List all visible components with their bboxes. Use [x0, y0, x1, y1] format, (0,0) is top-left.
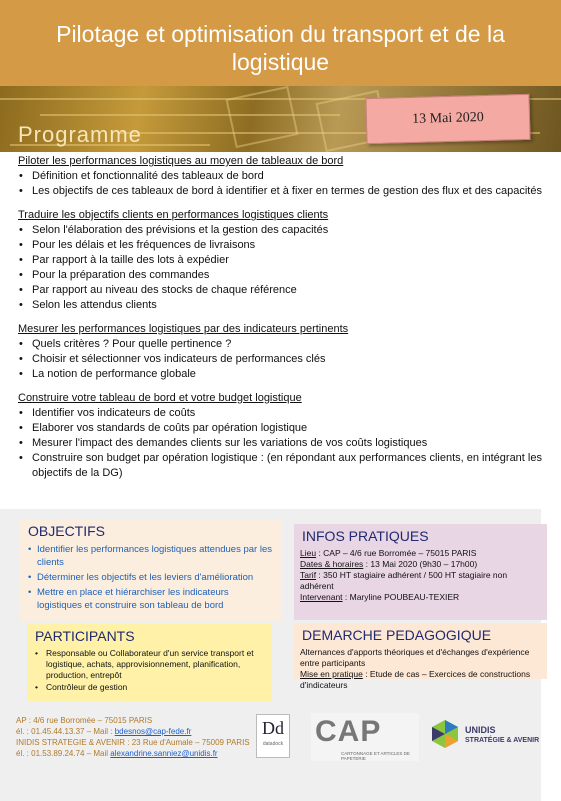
- title-banner: [0, 0, 561, 86]
- contact-unidis-address: INIDIS STRATEGIE & AVENIR : 23 Rue d'Aumale – 75009 PARIS: [16, 738, 250, 747]
- list-item: • Par rapport au niveau des stocks de chaque référence: [18, 283, 548, 298]
- participants-title: PARTICIPANTS: [35, 628, 135, 644]
- programme-section: [18, 391, 548, 481]
- list-item: • Mesurer l'impact des demandes clients sur les variations de vos coûts logistiques: [18, 436, 548, 451]
- unidis-logo: [425, 715, 547, 761]
- intervenant-value: : Maryline POUBEAU-TEXIER: [342, 592, 460, 602]
- lieu-row: [300, 548, 541, 559]
- objectif-item: • Identifier les performances logistiques attendues par les clients: [28, 543, 276, 569]
- programme-label: Programme: [18, 122, 142, 147]
- intervenant-row: [300, 592, 541, 603]
- tarif-row: [300, 570, 541, 592]
- list-item: • La notion de performance globale: [18, 367, 548, 382]
- title-line-1: Pilotage et optimisation du transport et de la: [56, 21, 505, 47]
- tarif-label: Tarif: [300, 570, 317, 580]
- dates-value: : 13 Mai 2020 (9h30 – 17h00): [363, 559, 478, 569]
- list-item: • Quels critères ? Pour quelle pertinence ?: [18, 337, 548, 352]
- contact-cap-phone-text: él. : 01.45.44.13.37 – Mail :: [16, 727, 115, 736]
- objectif-item: • Déterminer les objectifs et les leviers d'amélioration: [28, 571, 276, 584]
- list-item: • Définition et fonctionnalité des tableaux de bord: [18, 169, 548, 184]
- dates-label: Dates & horaires: [300, 559, 364, 569]
- list-item: • Construire son budget par opération logistique : (en répondant aux performances clients, en intégrant les objectifs de la DG): [18, 451, 548, 481]
- lieu-value: : CAP – 4/6 rue Borromée – 75015 PARIS: [316, 548, 477, 558]
- cap-logo-subtitle: CARTONNAGE ET ARTICLES DE PAPETERIE: [341, 751, 410, 761]
- demarche-title: DEMARCHE PEDAGOGIQUE: [302, 627, 492, 643]
- participant-item: • Contrôleur de gestion: [33, 682, 266, 693]
- participant-item: • Responsable ou Collaborateur d'un service transport et logistique, achats, approvisionnement, planification, production, entrepôt: [33, 648, 266, 681]
- cap-email-link[interactable]: bdesnos@cap-fede.fr: [114, 727, 192, 736]
- objectifs-box: [20, 519, 282, 621]
- lieu-label: Lieu: [300, 548, 317, 558]
- contact-unidis-phone-text: él. : 01.53.89.24.74 – Mail: [16, 749, 111, 758]
- list-item: • Par rapport à la taille des lots à expédier: [18, 253, 548, 268]
- list-item: • Selon l'élaboration des prévisions et la gestion des capacités: [18, 223, 548, 238]
- dates-row: [300, 559, 541, 570]
- datadock-logo-text: Dd: [262, 718, 284, 738]
- demarche-box: [294, 623, 547, 690]
- intervenant-label: Intervenant: [300, 592, 343, 602]
- participants-box: [27, 624, 272, 702]
- unidis-logo-name: UNIDIS: [465, 725, 496, 735]
- infos-pratiques-box: [294, 524, 547, 620]
- contact-cap-address: AP : 4/6 rue Borromée – 75015 PARIS: [16, 716, 153, 725]
- date-badge: [365, 94, 530, 144]
- programme-section: [18, 322, 548, 382]
- unidis-logo-subtitle: STRATÉGIE & AVENIR: [465, 737, 540, 744]
- section-heading: Piloter les performances logistiques au moyen de tableaux de bord: [18, 155, 344, 167]
- cap-logo-word: CAP: [315, 715, 382, 748]
- cap-logo: [311, 713, 419, 761]
- programme-section: [18, 154, 548, 199]
- infos-title: INFOS PRATIQUES: [302, 528, 429, 544]
- section-heading: Construire votre tableau de bord et votre budget logistique: [18, 392, 302, 404]
- list-item: • Pour les délais et les fréquences de livraisons: [18, 238, 548, 253]
- tarif-value: : 350 HT stagiaire adhérent / 500 HT stagiaire non adhérent: [300, 570, 508, 591]
- pratique-label: Mise en pratique: [300, 669, 363, 679]
- pratique-value: : Etude de cas – Exercices de constructions d'indicateurs: [300, 669, 531, 690]
- list-item: • Identifier vos indicateurs de coûts: [18, 406, 548, 421]
- datadock-logo-tag: datadock: [262, 741, 284, 747]
- date-text: 13 Mai 2020: [412, 110, 484, 127]
- list-item: • Choisir et sélectionner vos indicateurs de performances clés: [18, 352, 548, 367]
- contact-cap-phone: [16, 726, 250, 737]
- unidis-hexagon-icon: [431, 719, 459, 749]
- section-heading: Traduire les objectifs clients en performances logistiques clients: [18, 209, 329, 221]
- demarche-text: Alternances d'apports théoriques et d'échanges d'expérience entre participants: [300, 647, 530, 668]
- pratique-row: [300, 669, 541, 691]
- contact-info: [16, 715, 250, 759]
- list-item: • Selon les attendus clients: [18, 298, 548, 313]
- list-item: • Elaborer vos standards de coûts par opération logistique: [18, 421, 548, 436]
- datadock-logo: [256, 714, 290, 758]
- contact-unidis-phone: [16, 748, 250, 759]
- programme-content: [18, 154, 548, 490]
- unidis-email-link[interactable]: alexandrine.sanniez@unidis.fr: [110, 749, 218, 758]
- objectif-item: • Mettre en place et hiérarchiser les indicateurs logistiques et construire son tableau de bord: [28, 586, 276, 612]
- list-item: • Les objectifs de ces tableaux de bord à identifier et à fixer en termes de gestion des flux et des capacités: [18, 184, 548, 199]
- programme-section: [18, 208, 548, 313]
- objectifs-title: OBJECTIFS: [28, 523, 106, 539]
- title-line-2: logistique: [231, 49, 330, 75]
- list-item: • Pour la préparation des commandes: [18, 268, 548, 283]
- page-title: [0, 20, 561, 76]
- section-heading: Mesurer les performances logistiques par des indicateurs pertinents: [18, 323, 349, 335]
